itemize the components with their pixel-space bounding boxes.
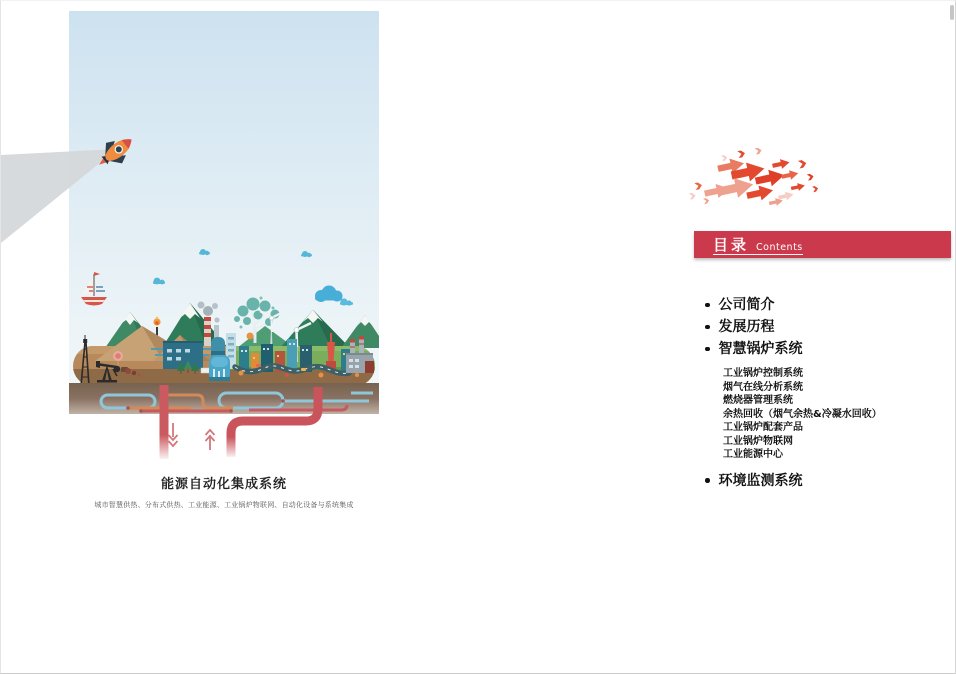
toc-banner: [694, 231, 951, 258]
toc-item-smart-boiler[interactable]: [705, 338, 945, 360]
toc-item-environment-monitor[interactable]: [705, 470, 945, 492]
table-of-contents: [705, 294, 945, 492]
bullet-icon: [705, 478, 710, 483]
toc-sublist: [723, 367, 945, 462]
left-page-subtitle: 城市智慧供热、分布式供热、工业能源、工业锅炉物联网、自动化设备与系统集成: [94, 501, 354, 509]
toc-item-label: 环境监测系统: [718, 472, 803, 489]
down-arrow-icon: [169, 423, 178, 446]
toc-item-company-intro[interactable]: [705, 294, 945, 316]
toc-sub-item[interactable]: 余热回收（烟气余热&冷凝水回收）: [723, 408, 882, 420]
energy-landscape-illustration: [1, 9, 479, 471]
scrollbar-thumb[interactable]: [950, 5, 954, 20]
sky-background: [69, 11, 379, 386]
toc-item-label: 公司简介: [718, 297, 775, 313]
toc-sub-item[interactable]: 燃烧器管理系统: [723, 395, 793, 406]
toc-sub-item[interactable]: 烟气在线分析系统: [723, 381, 803, 393]
bullet-icon: [705, 347, 710, 352]
toc-item-label: 发展历程: [718, 319, 775, 335]
toc-sub-item[interactable]: 工业能源中心: [723, 449, 783, 460]
left-page-title: 能源自动化集成系统: [160, 477, 287, 492]
toc-title-en: Contents: [756, 241, 803, 253]
toc-item-history[interactable]: [705, 316, 945, 338]
bullet-icon: [705, 325, 710, 330]
toc-title-underline: [713, 254, 803, 255]
toc-title: 目录: [713, 236, 750, 254]
toc-sub-item[interactable]: 工业锅炉物联网: [723, 435, 793, 447]
flying-arrows-graphic: [686, 144, 821, 216]
up-arrow-icon: [206, 430, 215, 450]
toc-item-label: 智慧锅炉系统: [718, 341, 803, 357]
water-dam-icon: [209, 355, 230, 381]
toc-sub-item[interactable]: 工业锅炉控制系统: [723, 368, 803, 379]
bullet-icon: [705, 303, 710, 308]
toc-sub-item[interactable]: 工业锅炉配套产品: [723, 422, 803, 433]
